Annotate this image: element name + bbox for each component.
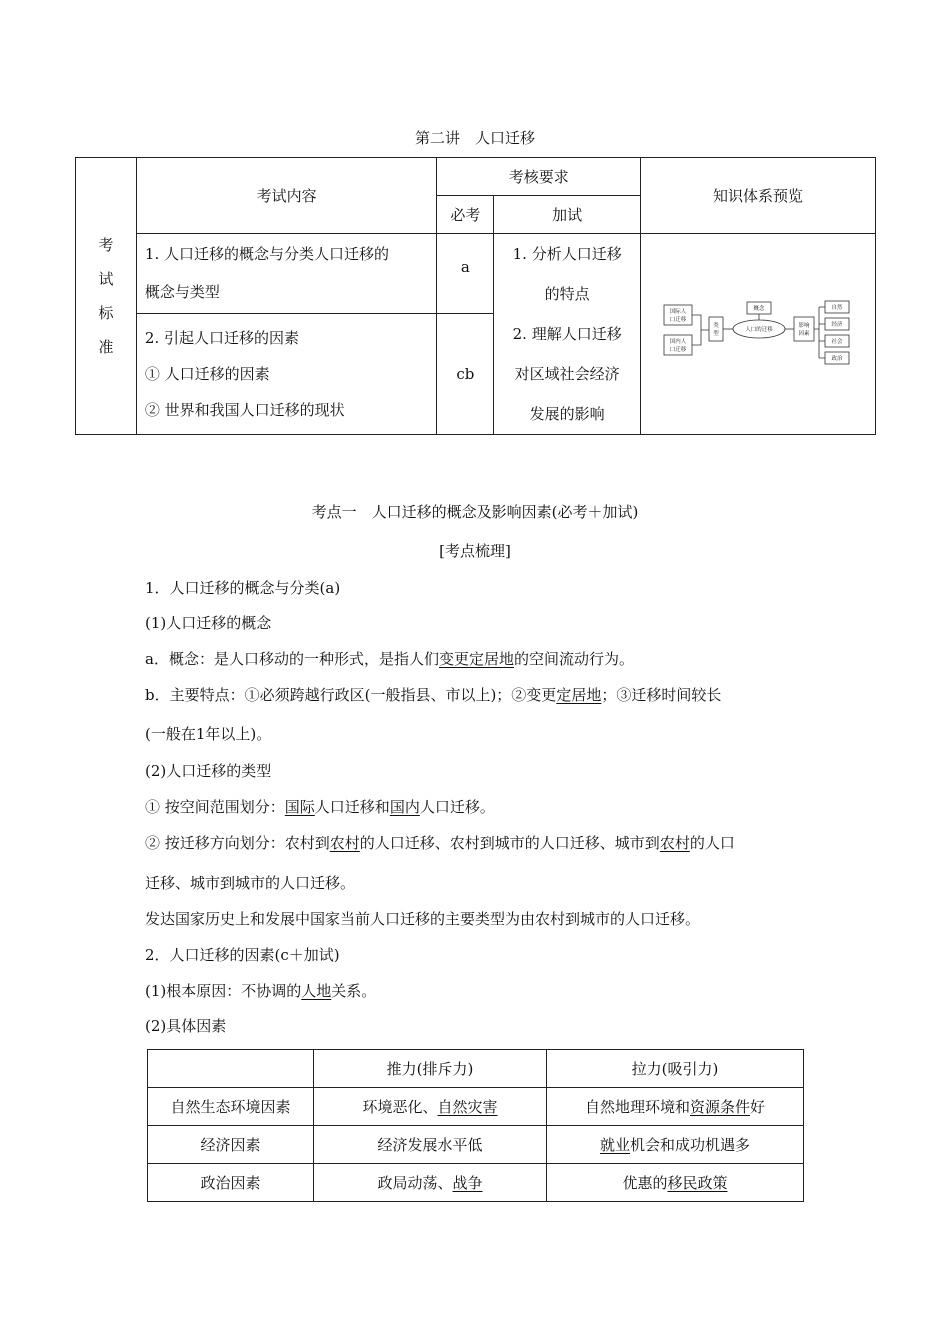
factor-table [147,1049,804,1202]
section-title: 考点一 人口迁移的概念及影响因素(必考＋加试) [311,503,639,521]
table-row [148,1088,804,1126]
diagram-text: 概念 [753,306,765,312]
factor-push: 经济发展水平低 [314,1126,547,1164]
side-label [76,158,137,435]
table-row [148,1164,804,1202]
factor-push: 政局动荡、战争 [314,1164,547,1202]
heading-1: 1．人口迁移的概念与分类(a) [145,579,341,597]
diagram-text: 政治 [831,356,843,362]
document-title: 第二讲 人口迁移 [414,129,535,147]
factor-name: 政治因素 [148,1164,314,1202]
side-label-char: 考 [98,236,114,254]
extra-line: 发展的影响 [529,405,605,423]
features-line-cont: (一般在1年以上)。 [145,725,272,743]
diagram-text: 口迁移 [669,317,687,323]
diagram-text: 经济 [831,322,843,328]
header-required: 必考 [437,196,494,234]
heading-2-2: (2)具体因素 [145,1017,227,1035]
heading-1-2: (2)人口迁移的类型 [145,762,272,780]
side-label-char: 试 [98,270,114,288]
diagram-text: 影响 [798,323,810,329]
diagram-text: 因素 [798,331,810,337]
diagram-text: 社会 [831,339,843,345]
row2-line: ② 世界和我国人口迁移的现状 [144,400,345,419]
row1-level: a [437,234,494,314]
header-requirement: 考核要求 [437,158,641,196]
header-preview: 知识体系预览 [641,158,876,234]
diagram-text: 自然 [831,305,843,311]
diagram-text: 型 [713,331,719,337]
table-row [148,1126,804,1164]
diagram-text: 国内人 [669,339,687,345]
row2-line: ① 人口迁移的因素 [144,364,270,383]
concept-line: a．概念：是人口移动的一种形式，是指人们变更定居地的空间流动行为。 [145,650,634,668]
factor-pull: 优惠的移民政策 [547,1164,804,1202]
row1-line: 概念与类型 [144,283,220,302]
row2-level: cb [437,313,494,434]
knowledge-diagram-cell [641,234,876,435]
heading-2: 2．人口迁移的因素(c＋加试) [145,946,340,964]
row1-line: 1. 人口迁移的概念与分类人口迁移的 [144,245,389,264]
type-direction-line: ② 按迁移方向划分：农村到农村的人口迁移、农村到城市的人口迁移、城市到农村的人口 [145,834,735,852]
factor-push: 环境恶化、自然灾害 [314,1088,547,1126]
side-label-char: 准 [98,338,114,356]
extra-line: 对区域社会经济 [514,365,620,383]
factor-header-empty [148,1050,314,1088]
row1-content [136,234,436,314]
exam-standard-table [75,157,876,435]
header-extra: 加试 [494,196,641,234]
diagram-text: 人口的迁移 [745,327,773,333]
type-space-line: ① 按空间范围划分：国际人口迁移和国内人口迁移。 [145,798,495,816]
section-subtitle: [考点梳理] [439,542,511,560]
row2-line: 2. 引起人口迁移的因素 [144,328,299,347]
root-cause-line: (1)根本原因：不协调的人地关系。 [145,982,377,1000]
heading-1-1: (1)人口迁移的概念 [145,614,272,632]
factor-name: 经济因素 [148,1126,314,1164]
extra-line: 1. 分析人口迁移 [512,245,622,263]
factor-header-push: 推力(排斥力) [314,1050,547,1088]
type-direction-cont: 迁移、城市到城市的人口迁移。 [145,874,356,892]
factor-pull: 就业机会和成功机遇多 [547,1126,804,1164]
extra-requirements [494,234,641,435]
main-type-line: 发达国家历史上和发展中国家当前人口迁移的主要类型为由农村到城市的人口迁移。 [145,910,701,928]
row2-content [136,313,436,434]
knowledge-diagram [663,297,853,367]
diagram-text: 类 [713,323,719,329]
factor-name: 自然生态环境因素 [148,1088,314,1126]
header-exam-content: 考试内容 [136,158,436,234]
diagram-text: 国际人 [669,309,687,315]
extra-line: 的特点 [544,285,590,303]
factor-header-pull: 拉力(吸引力) [547,1050,804,1088]
side-label-char: 标 [98,304,114,322]
factor-pull: 自然地理环境和资源条件好 [547,1088,804,1126]
features-line: b．主要特点：①必须跨越行政区(一般指县、市以上)；②变更定居地；③迁移时间较长 [145,686,722,704]
diagram-text: 口迁移 [669,347,687,353]
extra-line: 2. 理解人口迁移 [512,325,622,343]
